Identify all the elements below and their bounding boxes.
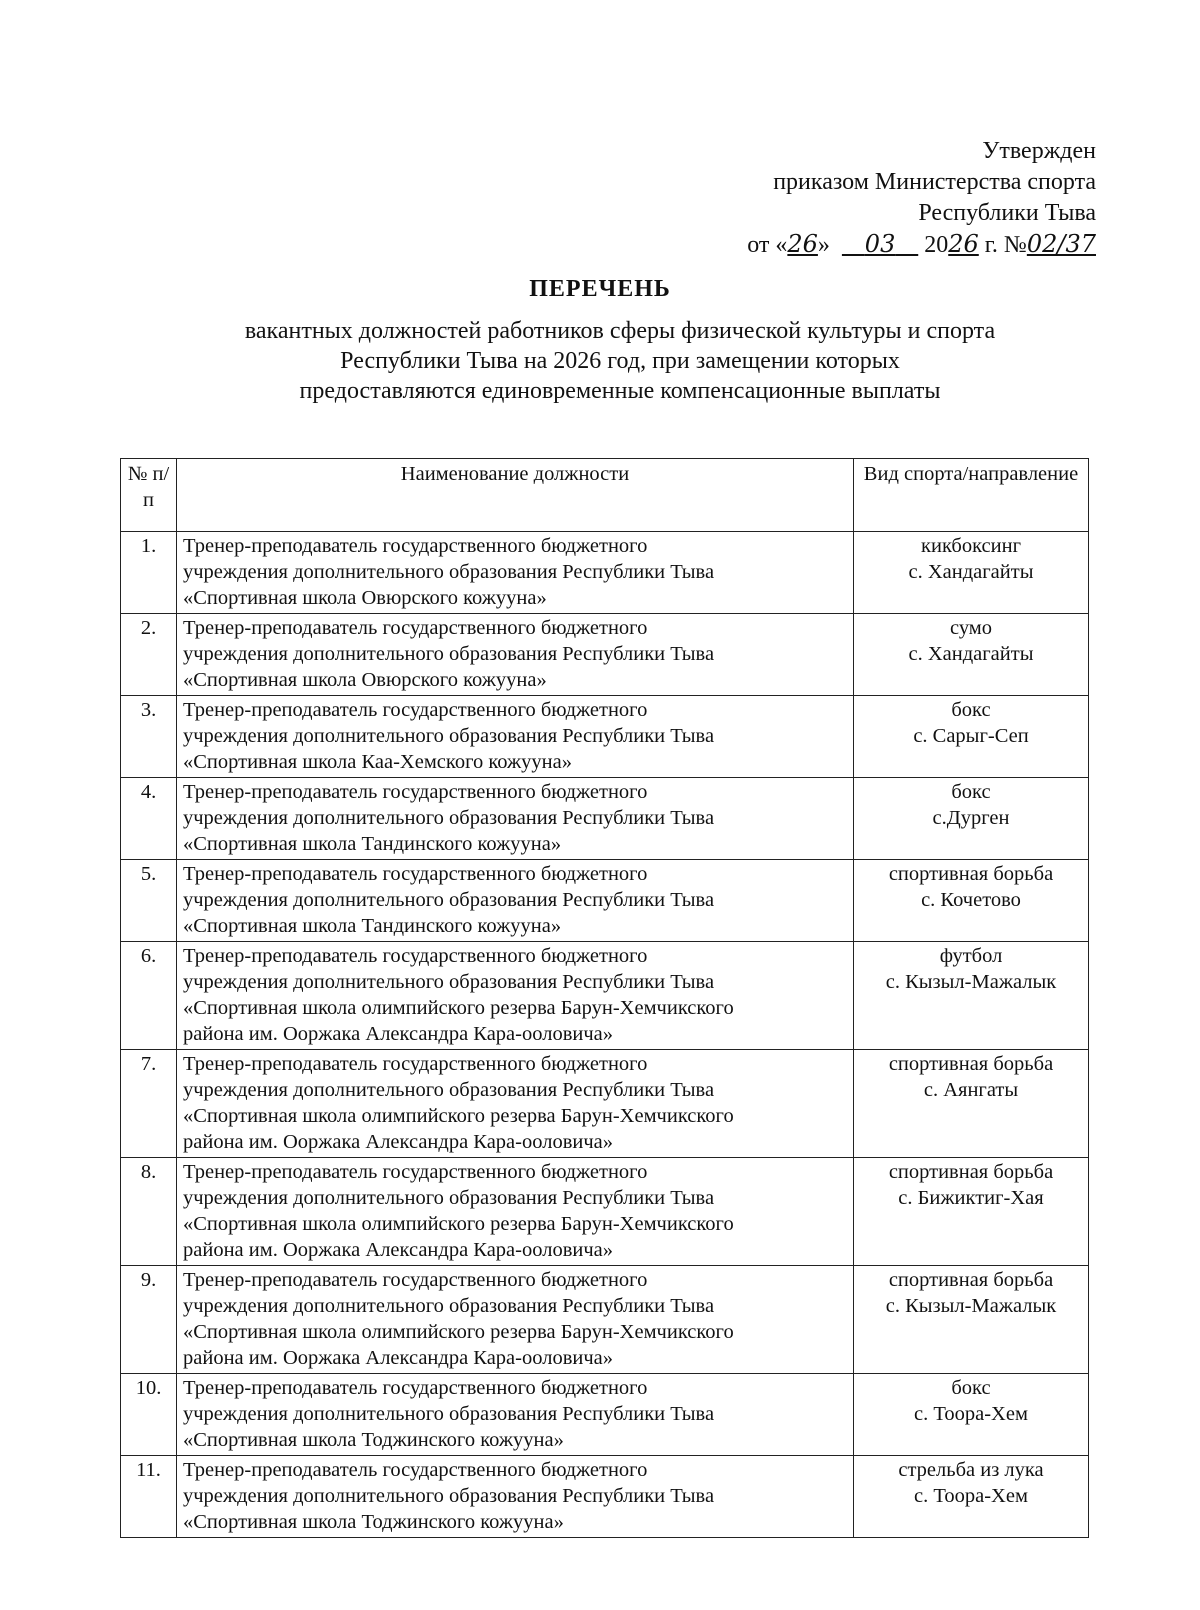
position-name-line: учреждения дополнительного образования Республики Тыва [183,1485,715,1507]
row-number: 5. [121,860,177,942]
position-name-line: учреждения дополнительного образования Республики Тыва [183,1079,715,1101]
position-name-line: «Спортивная школа Тандинского кожууна» [183,833,562,855]
row-number: 9. [121,1266,177,1374]
position-name [177,778,854,860]
position-name [177,942,854,1050]
position-name-line: учреждения дополнительного образования Республики Тыва [183,1403,715,1425]
position-name-line: «Спортивная школа Овюрского кожууна» [183,669,547,691]
subtitle-line-1: вакантных должностей работников сферы физической культуры и спорта [244,318,996,344]
row-number: 2. [121,614,177,696]
position-name-line: учреждения дополнительного образования Республики Тыва [183,1187,715,1209]
table-row [121,860,1089,942]
sport-cell [854,696,1089,778]
position-name-line: учреждения дополнительного образования Республики Тыва [183,725,715,747]
position-name-line: района им. Ооржака Александра Кара-ооловича» [183,1023,613,1045]
position-name [177,1266,854,1374]
position-name-line: Тренер-преподаватель государственного бюджетного [183,1459,648,1481]
sport-type: спортивная борьба [888,1161,1054,1183]
positions-table [120,458,1089,1538]
position-name [177,1050,854,1158]
sport-cell [854,1050,1089,1158]
table-row [121,532,1089,614]
handwritten-day: 26 [787,230,818,258]
position-name [177,1456,854,1538]
approval-line-3: Республики Тыва [918,200,1096,226]
sport-location: с. Хандагайты [908,643,1034,665]
position-name-line: Тренер-преподаватель государственного бюджетного [183,1053,648,1075]
position-name-line: «Спортивная школа Тоджинского кожууна» [183,1429,564,1451]
sport-cell [854,860,1089,942]
date-prefix: от « [747,232,788,258]
month-value: 03 [864,230,896,258]
table-row [121,614,1089,696]
sport-cell [854,942,1089,1050]
sport-location: с. Сарыг-Сеп [913,725,1029,747]
position-name-line: «Спортивная школа олимпийского резерва Барун-Хемчикского [183,1213,734,1235]
document-title: ПЕРЕЧЕНЬ [529,276,671,302]
subtitle-line-2: Республики Тыва на 2026 год, при замещении которых [340,348,900,374]
approval-line-2: приказом Министерства спорта [773,169,1096,195]
sport-cell [854,1158,1089,1266]
row-number: 8. [121,1158,177,1266]
sport-location: с. Аянгаты [923,1079,1019,1101]
position-name-line: учреждения дополнительного образования Республики Тыва [183,561,715,583]
position-name-line: учреждения дополнительного образования Республики Тыва [183,889,715,911]
sport-cell [854,532,1089,614]
approval-block [576,136,1096,261]
sport-type: стрельба из лука [898,1459,1044,1481]
table-header-row [121,459,1089,532]
handwritten-year: 26 [948,230,979,258]
sport-location: с. Кочетово [921,889,1021,911]
sport-location: с. Тоора-Хем [914,1403,1028,1425]
sport-type: футбол [939,945,1003,967]
table-row [121,1266,1089,1374]
row-number: 3. [121,696,177,778]
sport-cell [854,1374,1089,1456]
position-name-line: Тренер-преподаватель государственного бюджетного [183,1161,648,1183]
sport-location: с. Тоора-Хем [914,1485,1028,1507]
header-sport: Вид спорта/направление [854,459,1089,532]
position-name-line: «Спортивная школа Тоджинского кожууна» [183,1511,564,1533]
sport-type: бокс [951,699,991,721]
row-number: 4. [121,778,177,860]
row-number: 10. [121,1374,177,1456]
sport-cell [854,1266,1089,1374]
header-position-name: Наименование должности [177,459,854,532]
sport-type: бокс [951,1377,991,1399]
position-name-line: «Спортивная школа Овюрского кожууна» [183,587,547,609]
position-name-line: Тренер-преподаватель государственного бюджетного [183,1269,648,1291]
position-name [177,1158,854,1266]
sport-type: спортивная борьба [888,1269,1054,1291]
row-number: 1. [121,532,177,614]
table-row [121,1050,1089,1158]
sport-cell [854,778,1089,860]
row-number: 6. [121,942,177,1050]
subtitle-line-3: предоставляются единовременные компенсационные выплаты [299,378,941,404]
sport-location: с.Дурген [932,807,1010,829]
sport-location: с. Бижиктиг-Хая [898,1187,1044,1209]
position-name [177,1374,854,1456]
handwritten-month [842,230,918,258]
approval-date-line [576,229,1096,261]
table-body [121,532,1089,1538]
position-name-line: Тренер-преподаватель государственного бюджетного [183,945,648,967]
sport-location: с. Хандагайты [908,561,1034,583]
table-row [121,1456,1089,1538]
position-name-line: учреждения дополнительного образования Республики Тыва [183,971,715,993]
position-name [177,532,854,614]
sport-type: спортивная борьба [888,863,1054,885]
row-number: 11. [121,1456,177,1538]
table-row [121,942,1089,1050]
position-name-line: Тренер-преподаватель государственного бюджетного [183,535,648,557]
table-row [121,1158,1089,1266]
year-suffix: г. № [978,232,1027,258]
sport-cell [854,1456,1089,1538]
position-name-line: района им. Ооржака Александра Кара-ооловича» [183,1239,613,1261]
sport-type: кикбоксинг [921,535,1021,557]
position-name [177,696,854,778]
position-name-line: «Спортивная школа олимпийского резерва Барун-Хемчикского [183,1321,734,1343]
document-subtitle [200,316,1040,406]
position-name-line: «Спортивная школа олимпийского резерва Барун-Хемчикского [183,997,734,1019]
day-suffix: » [817,232,830,258]
year-prefix: 20 [924,232,949,258]
sport-type: бокс [951,781,991,803]
handwritten-order-number: 02/37 [1026,230,1096,258]
sport-type: спортивная борьба [888,1053,1054,1075]
position-name-line: Тренер-преподаватель государственного бюджетного [183,1377,648,1399]
header-number: № п/п [121,459,177,532]
position-name-line: Тренер-преподаватель государственного бюджетного [183,699,648,721]
sport-location: с. Кызыл-Мажалык [885,971,1057,993]
sport-cell [854,614,1089,696]
position-name-line: учреждения дополнительного образования Республики Тыва [183,643,715,665]
position-name-line: «Спортивная школа Тандинского кожууна» [183,915,562,937]
approval-line-1: Утвержден [982,138,1096,164]
position-name-line: района им. Ооржака Александра Кара-ооловича» [183,1131,613,1153]
position-name-line: «Спортивная школа олимпийского резерва Барун-Хемчикского [183,1105,734,1127]
row-number: 7. [121,1050,177,1158]
position-name-line: Тренер-преподаватель государственного бюджетного [183,781,648,803]
sport-type: сумо [949,617,993,639]
sport-location: с. Кызыл-Мажалык [885,1295,1057,1317]
position-name-line: Тренер-преподаватель государственного бюджетного [183,617,648,639]
table-row [121,778,1089,860]
position-name-line: района им. Ооржака Александра Кара-ооловича» [183,1347,613,1369]
position-name-line: учреждения дополнительного образования Республики Тыва [183,1295,715,1317]
table-row [121,1374,1089,1456]
position-name-line: «Спортивная школа Каа-Хемского кожууна» [183,751,572,773]
position-name [177,614,854,696]
position-name [177,860,854,942]
position-name-line: Тренер-преподаватель государственного бюджетного [183,863,648,885]
position-name-line: учреждения дополнительного образования Республики Тыва [183,807,715,829]
table-row [121,696,1089,778]
